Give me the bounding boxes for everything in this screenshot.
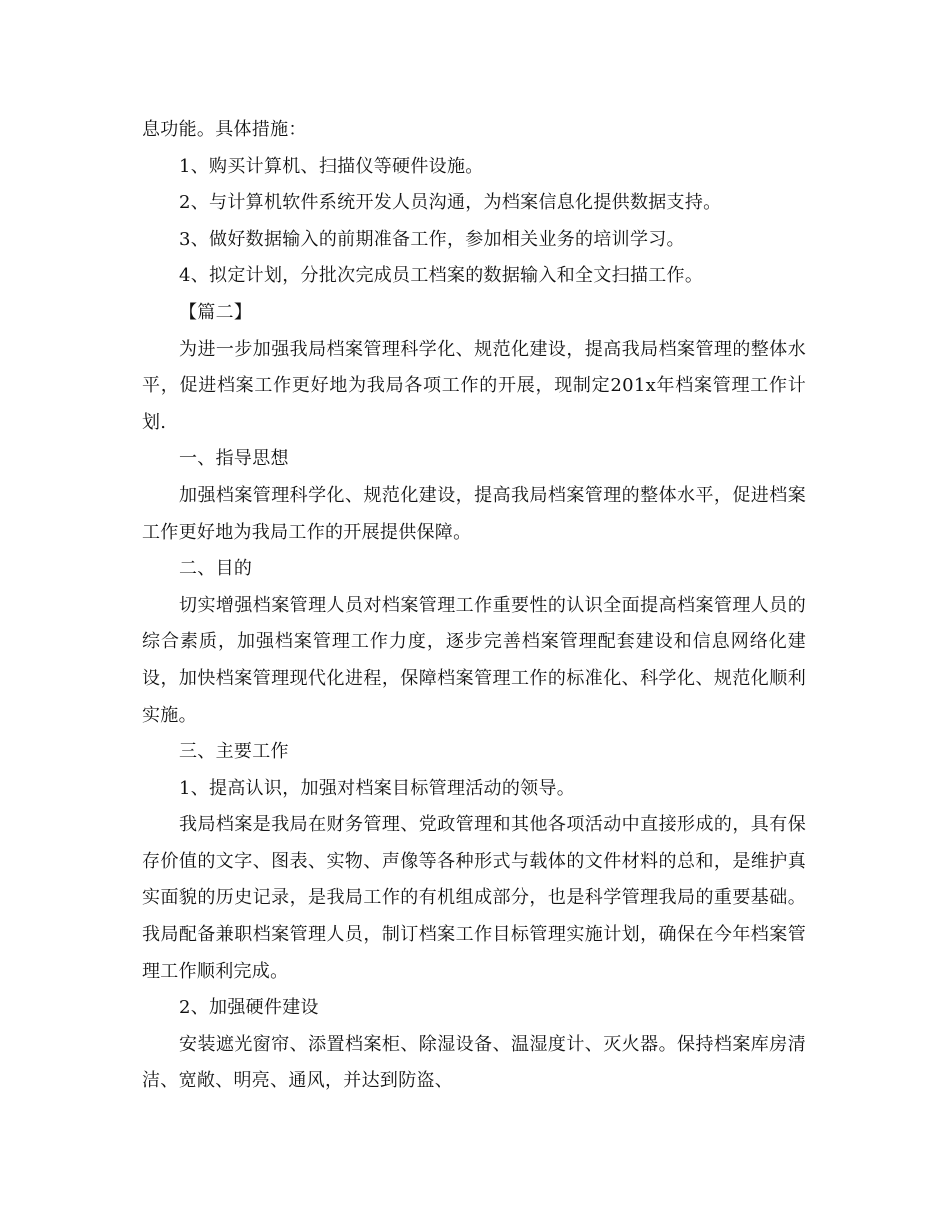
section-heading-part-two: 【篇二】 xyxy=(179,301,253,323)
list-item-2: 2、与计算机软件系统开发人员沟通，为档案信息化提供数据支持。 xyxy=(179,192,722,214)
list-item-1: 1、购买计算机、扫描仪等硬件设施。 xyxy=(179,155,484,177)
document-body xyxy=(142,112,806,1100)
heading-guiding-thought: 一、指导思想 xyxy=(179,448,289,470)
paragraph-guiding-thought: 加强档案管理科学化、规范化建设，提高我局档案管理的整体水平，促进档案工作更好地为我局工作的开展提供保障。 xyxy=(142,484,806,543)
paragraph-hardware: 安装遮光窗帘、添置档案柜、除湿设备、温湿度计、灭火器。保持档案库房清洁、宽敞、明亮、通风，并达到防盗、 xyxy=(142,1033,806,1092)
paragraph-purpose: 切实增强档案管理人员对档案管理工作重要性的认识全面提高档案管理人员的综合素质，加强档案管理工作力度，逐步完善档案管理配套建设和信息网络化建设，加快档案管理现代化进程，保障档案管理工作的标准化、科学化、规范化顺利实施。 xyxy=(142,594,806,726)
list-item-3: 3、做好数据输入的前期准备工作，参加相关业务的培训学习。 xyxy=(179,228,685,250)
intro-paragraph: 为进一步加强我局档案管理科学化、规范化建设，提高我局档案管理的整体水平，促进档案工作更好地为我局各项工作的开展，现制定201x年档案管理工作计划. xyxy=(142,338,806,433)
subheading-raise-awareness: 1、提高认识，加强对档案目标管理活动的领导。 xyxy=(179,777,576,799)
heading-main-work: 三、主要工作 xyxy=(179,741,289,763)
heading-purpose: 二、目的 xyxy=(179,558,253,580)
paragraph-archives-description: 我局档案是我局在财务管理、党政管理和其他各项活动中直接形成的，具有保存价值的文字、图表、实物、声像等各种形式与载体的文件材料的总和，是维护真实面貌的历史记录，是我局工作的有机组成部分，也是科学管理我局的重要基础。我局配备兼职档案管理人员，制订档案工作目标管理实施计划，确保在今年档案管理工作顺利完成。 xyxy=(142,814,806,982)
list-item-4: 4、拟定计划，分批次完成员工档案的数据输入和全文扫描工作。 xyxy=(179,265,704,287)
subheading-hardware: 2、加强硬件建设 xyxy=(179,997,319,1019)
paragraph-continuation: 息功能。具体措施： xyxy=(142,119,307,140)
